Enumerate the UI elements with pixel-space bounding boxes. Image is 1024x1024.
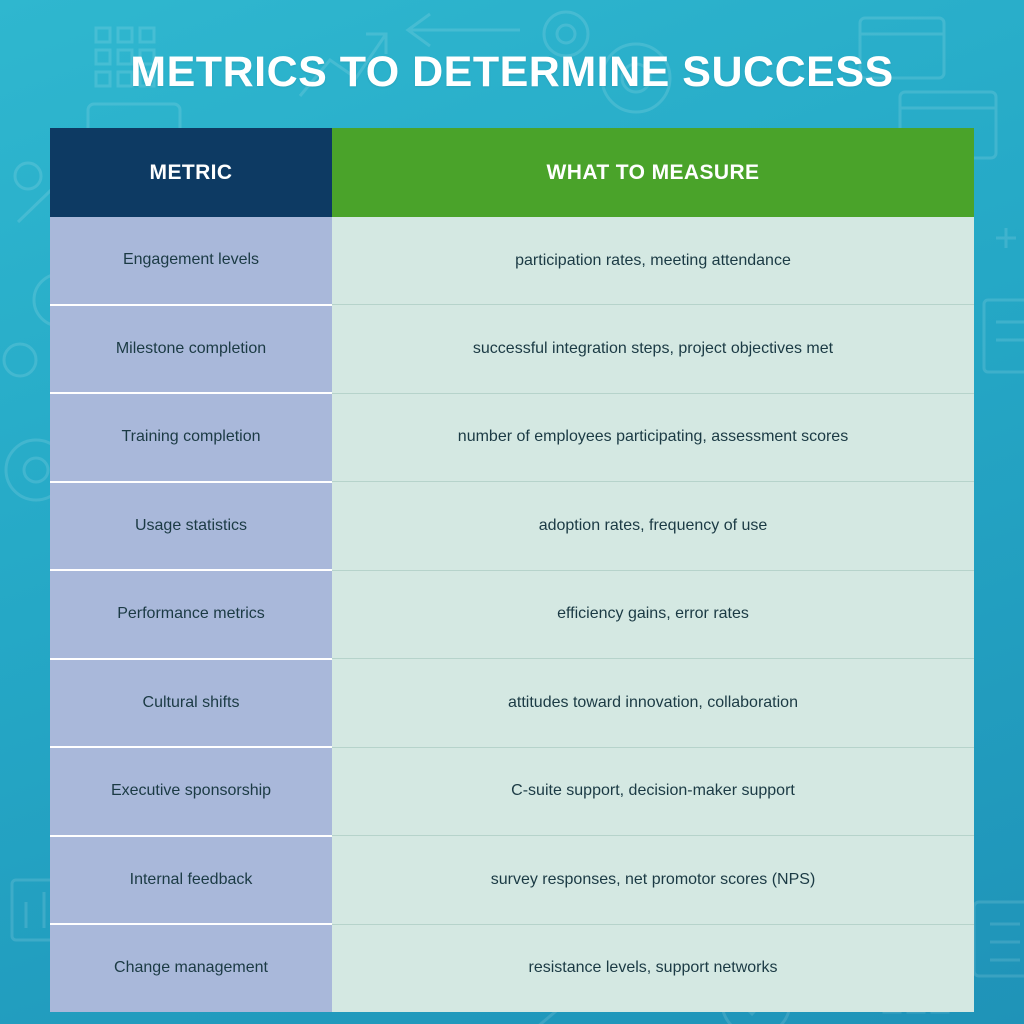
table-body	[50, 217, 974, 1012]
table-row	[50, 482, 974, 571]
metric-cell: Engagement levels	[50, 217, 332, 305]
table-row	[50, 747, 974, 836]
measure-cell: adoption rates, frequency of use	[332, 482, 974, 571]
poster-content	[0, 48, 1024, 1012]
measure-cell: participation rates, meeting attendance	[332, 217, 974, 305]
measure-cell: successful integration steps, project objectives met	[332, 305, 974, 394]
table-row	[50, 305, 974, 394]
metric-cell: Executive sponsorship	[50, 747, 332, 836]
metric-cell: Usage statistics	[50, 482, 332, 571]
table-row	[50, 836, 974, 925]
measure-cell: number of employees participating, assessment scores	[332, 393, 974, 482]
measure-cell: efficiency gains, error rates	[332, 570, 974, 659]
measure-cell: resistance levels, support networks	[332, 924, 974, 1012]
table-row	[50, 659, 974, 748]
metric-cell: Internal feedback	[50, 836, 332, 925]
measure-cell: attitudes toward innovation, collaboration	[332, 659, 974, 748]
table-row	[50, 570, 974, 659]
measure-cell: survey responses, net promotor scores (NPS)	[332, 836, 974, 925]
metric-cell: Milestone completion	[50, 305, 332, 394]
metric-cell: Change management	[50, 924, 332, 1012]
table-header-row	[50, 128, 974, 217]
page-title: METRICS TO DETERMINE SUCCESS	[130, 48, 894, 96]
table-header	[50, 128, 974, 217]
metric-cell: Training completion	[50, 393, 332, 482]
metrics-table-container	[50, 128, 974, 1012]
measure-cell: C-suite support, decision-maker support	[332, 747, 974, 836]
table-row	[50, 217, 974, 305]
column-header-what-to-measure: WHAT TO MEASURE	[332, 128, 974, 217]
metric-cell: Performance metrics	[50, 570, 332, 659]
table-row	[50, 393, 974, 482]
metric-cell: Cultural shifts	[50, 659, 332, 748]
column-header-metric: METRIC	[50, 128, 332, 217]
metrics-table	[50, 128, 974, 1012]
table-row	[50, 924, 974, 1012]
